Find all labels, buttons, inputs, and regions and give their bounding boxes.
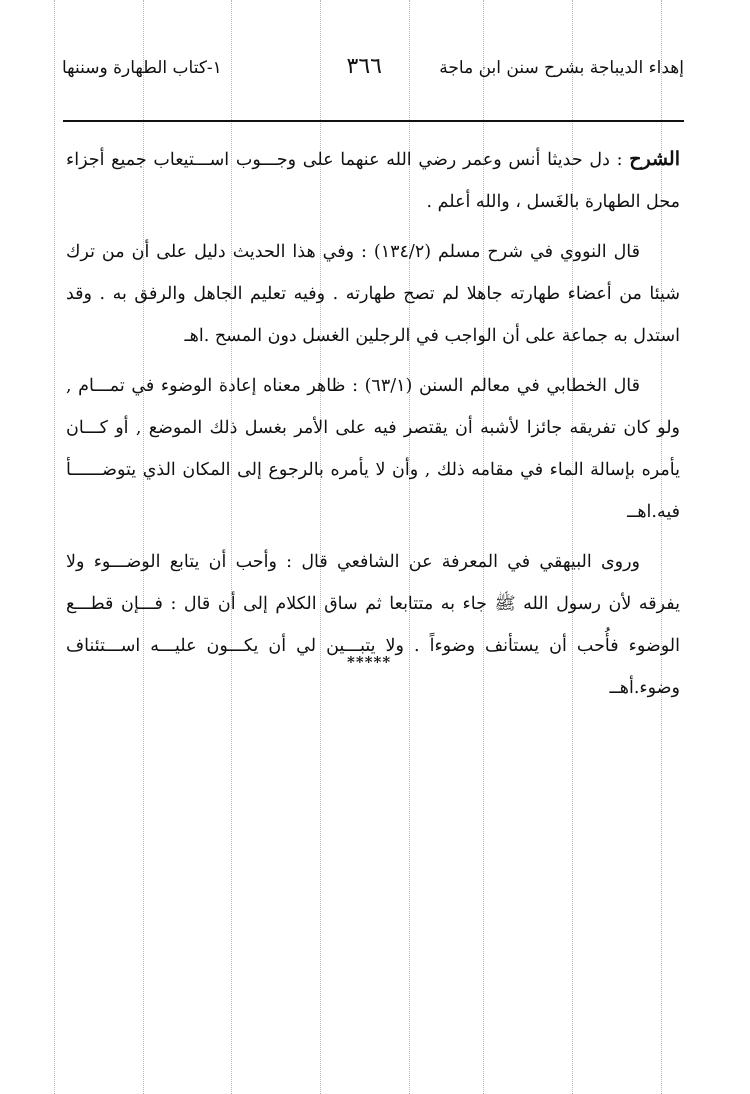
book-title: إهداء الديباجة بشرح سنن ابن ماجة: [439, 58, 684, 78]
bayhaqi-paragraph: وروى البيهقي في المعرفة عن الشافعي قال : وأحب أن يتابع الوضـــوء ولا يفرقه لأن رسول الله ﷺ جاء به متتابعا ثم ساق الكلام إلى أن قال : فـــإن قطـــع الوضوء فأُحب أن يستأنف وضوءاً . ولا يتبـــين لي أن يكـــون عليـــه اســـتئناف وضوء.أهــ: [66, 552, 680, 698]
page-number: ٣٦٦: [346, 54, 382, 79]
khattabi-paragraph: قال الخطابي في معالم السنن (٦٣/١) : ظاهر معناه إعادة الوضوء في تمـــام , ولو كان تفريقه جائزا لأشبه أن يقتصر فيه على الأمر بغسل ذلك الموضع , أو كـــان يأمره بإسالة الماء في مقامه ذلك , وأن لا يأمره بالرجوع إلى المكان الذي يتوضــــــأ فيه.اهــ: [66, 376, 680, 522]
nawawi-paragraph: قال النووي في شرح مسلم (١٣٤/٢) : وفي هذا الحديث دليل على أن من ترك شيئا من أعضاء طهارته جاهلا لم تصح طهارته . وفيه تعليم الجاهل والرفق به . وقد استدل به جماعة على أن الواجب في الرجلين الغسل دون المسح .اهـ: [66, 242, 680, 346]
commentary-text: : دل حديثا أنس وعمر رضي الله عنهما على وجـــوب اســـتيعاب جميع أجزاء محل الطهارة بالغَسل ، والله أعلم .: [66, 150, 680, 212]
commentary-paragraph: [66, 138, 680, 223]
scan-guide-line: [54, 0, 55, 1094]
commentary-lead: الشرح: [629, 148, 680, 170]
running-header: [62, 54, 684, 92]
header-rule: [63, 120, 684, 122]
page-body: [66, 138, 680, 717]
chapter-title: ١-كتاب الطهارة وسننها: [62, 58, 222, 78]
section-separator: *****: [347, 653, 392, 671]
